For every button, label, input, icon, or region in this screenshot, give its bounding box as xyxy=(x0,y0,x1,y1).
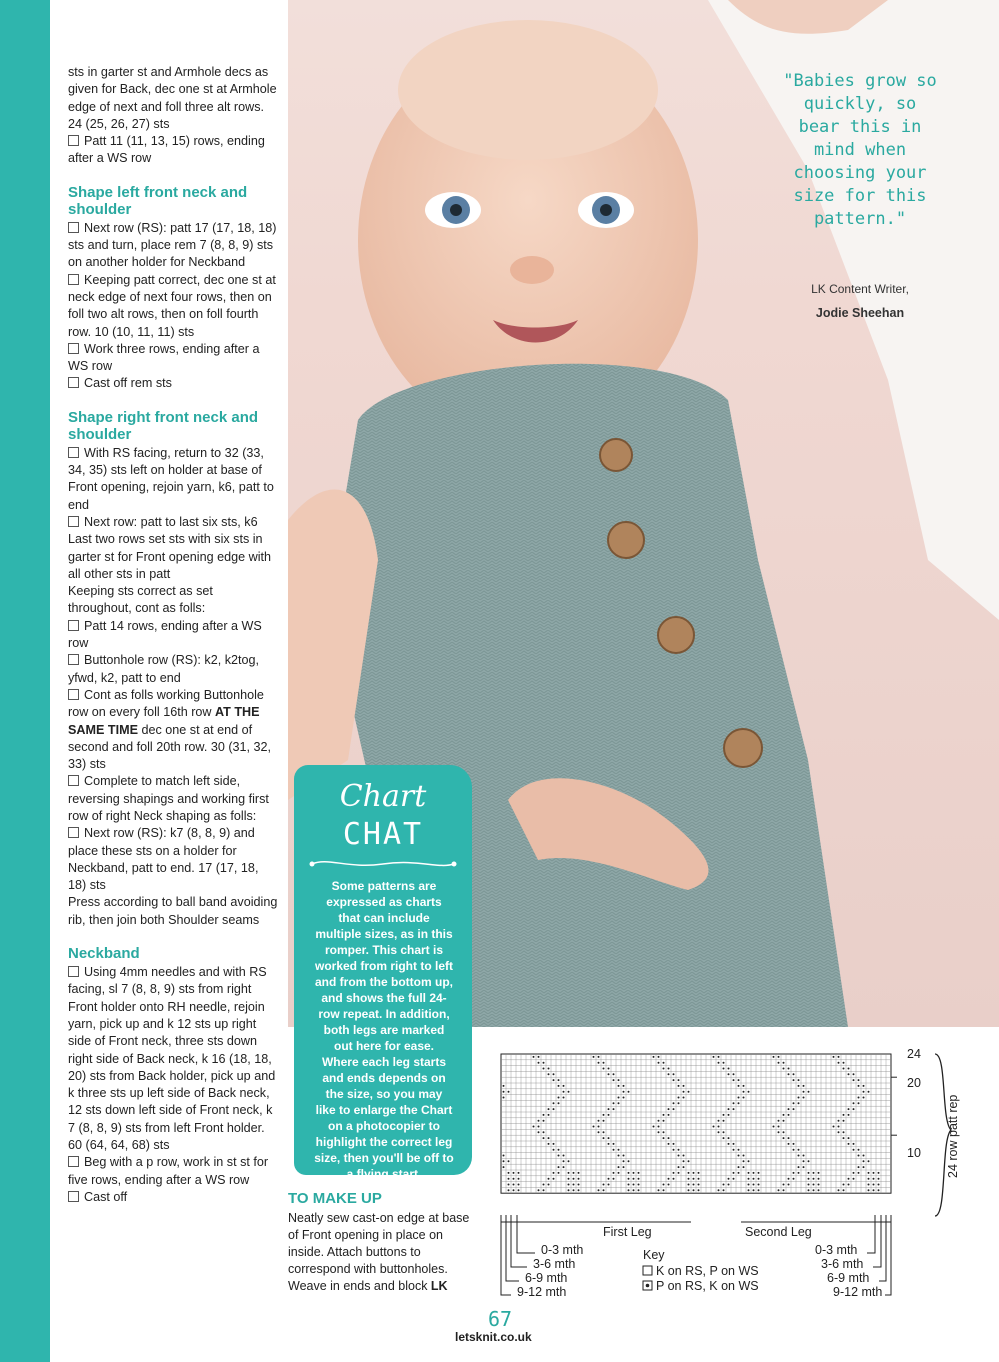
checkbox-icon xyxy=(68,447,79,458)
checkbox-icon xyxy=(68,274,79,285)
checkbox-icon xyxy=(68,620,79,631)
flourish-icon xyxy=(308,855,458,873)
instruction-line: Beg with a p row, work in st st for five rows, ending after a WS row xyxy=(68,1155,269,1187)
key-purl-label: P on RS, K on WS xyxy=(656,1279,759,1293)
intro-section xyxy=(68,64,278,168)
second-leg-label: Second Leg xyxy=(745,1225,812,1239)
neckband-heading: Neckband xyxy=(68,945,140,963)
instruction-line: Last two rows set sts with six sts in garter st for Front opening edge with all other sts in patt xyxy=(68,532,272,581)
instruction-line: Keeping patt correct, dec one st at neck edge of next four rows, then on foll two alt rows, then on foll fourth row. 10 (10, 11, 11) sts xyxy=(68,272,276,339)
instruction-line: Patt 14 rows, ending after a WS row xyxy=(68,618,262,651)
chart-chat-title: Chart xyxy=(339,779,427,814)
checkbox-icon xyxy=(68,343,79,354)
instruction-line: Next row: patt to last six sts, k6 xyxy=(68,514,278,531)
shape-left-section xyxy=(68,220,278,393)
shape-right-heading: Shape right front neck and shoulder xyxy=(68,408,259,443)
teal-edge-strip xyxy=(0,0,50,1362)
size-label-right-0: 0-3 mth xyxy=(815,1243,858,1257)
second-leg-bracket xyxy=(741,1215,891,1222)
chart-chat-body: Some patterns are expressed as charts that can include multiple sizes, as in this romper. This chart is worked from right to left and from the bottom up, and shows the full 24-row repeat. In addition, both legs are marked out here for ease. Where each leg starts and ends depends on the size, so you may like to enlarge the Chart on a photocopier to highlight the correct leg size, then you'll be off to a flying start. xyxy=(314,879,454,1181)
checkbox-icon xyxy=(68,689,79,700)
first-leg-label: First Leg xyxy=(603,1225,652,1239)
instruction-line: Buttonhole row (RS): k2, k2tog, yfwd, k2, patt to end xyxy=(68,653,259,685)
instruction-line: sts in garter st and Armhole decs as given for Back, dec one st at Armhole edge of next and foll three alt rows. 24 (25, 26, 27) sts xyxy=(68,65,277,131)
pull-quote: "Babies grow so quickly, so bear this in mind when choosing your size for this pattern." xyxy=(783,71,937,229)
checkbox-icon xyxy=(68,1191,79,1202)
make-up-heading: TO MAKE UP xyxy=(288,1190,382,1207)
quote-author-name: Jodie Sheehan xyxy=(815,306,905,320)
size-label-right-2: 6-9 mth xyxy=(827,1271,870,1285)
first-leg-bracket xyxy=(501,1215,691,1222)
row-label-20: 20 xyxy=(907,1076,921,1090)
checkbox-icon xyxy=(68,654,79,665)
row-label-24: 24 xyxy=(907,1047,921,1061)
key-knit-label: K on RS, P on WS xyxy=(656,1264,759,1278)
instruction-line: With RS facing, return to 32 (33, 34, 35) sts left on holder at base of Front opening, rejoin yarn, k6, patt to end xyxy=(68,445,274,512)
size-label-left-1: 3-6 mth xyxy=(533,1257,576,1271)
checkbox-icon xyxy=(68,516,79,527)
size-label-left-3: 9-12 mth xyxy=(517,1285,567,1299)
repeat-label: 24 row patt rep xyxy=(946,1094,960,1178)
checkbox-icon xyxy=(68,377,79,388)
instruction-line: Work three rows, ending after a WS row xyxy=(68,341,260,374)
checkbox-icon xyxy=(68,775,79,786)
instruction-line: Using 4mm needles and with RS facing, sl 7 (8, 8, 9) sts from right Front holder onto RH needle, rejoin yarn, pick up and k 12 sts up right side of Front neck, three sts down right side of Back neck, k 16 (18, 18, 20) sts from Back holder, pick up and k three sts up left side of Back neck, 12 sts down left side of Front neck, k 7 (8, 8, 9) sts from left Front holder. 60 (64, 64, 68) sts xyxy=(68,965,276,1153)
row-label-10: 10 xyxy=(907,1146,921,1160)
chart-chat-box xyxy=(294,765,472,1181)
checkbox-icon xyxy=(68,827,79,838)
page-number: 67 xyxy=(488,1307,513,1331)
instruction-line: Complete to match left side, reversing shapings and working first row of right Neck shaping as folls: xyxy=(68,774,269,823)
key-title: Key xyxy=(643,1248,665,1262)
instruction-line: Press according to ball band avoiding rib, then join both Shoulder seams xyxy=(68,895,278,927)
quote-author-role: LK Content Writer, xyxy=(811,282,909,296)
key-knit-icon xyxy=(643,1266,652,1275)
instruction-line: Keeping sts correct as set throughout, cont as folls: xyxy=(68,584,213,616)
pattern-instructions xyxy=(68,64,278,1206)
cont-instruction: Cont as folls working Buttonhole row on every foll 16th row AT THE SAME TIME dec one st at end of second and foll 20th row. 30 (31, 32, 33) sts xyxy=(68,687,272,772)
instruction-line: Patt 11 (11, 13, 15) rows, ending after a WS row xyxy=(68,134,265,166)
knitting-chart xyxy=(495,1040,995,1302)
make-up-body: Neatly sew cast-on edge at base of Front opening in place on inside. Attach buttons to correspond with buttonholes. Weave in ends and block LK xyxy=(288,1211,470,1293)
size-label-left-0: 0-3 mth xyxy=(541,1243,584,1257)
size-label-right-1: 3-6 mth xyxy=(821,1257,864,1271)
neckband-section xyxy=(68,964,278,1206)
size-label-right-3: 9-12 mth xyxy=(833,1285,883,1299)
size-label-left-2: 6-9 mth xyxy=(525,1271,568,1285)
checkbox-icon xyxy=(68,1156,79,1167)
website: letsknit.co.uk xyxy=(455,1330,532,1344)
instruction-line: Next row (RS): patt 17 (17, 18, 18) sts and turn, place rem 7 (8, 8, 9) sts on another holder for Neckband xyxy=(68,220,277,270)
checkbox-icon xyxy=(68,966,79,977)
checkbox-icon xyxy=(68,135,79,146)
shape-left-heading: Shape left front neck and shoulder xyxy=(68,183,248,218)
instruction-line: Cast off rem sts xyxy=(68,375,278,392)
shape-right-section-2 xyxy=(68,773,278,929)
shape-right-section xyxy=(68,445,278,687)
chart-grid xyxy=(501,1054,897,1193)
chart-chat-subtitle: CHAT xyxy=(342,817,424,852)
instruction-line: Cast off xyxy=(68,1189,278,1206)
instruction-line: Next row (RS): k7 (8, 8, 9) and place these sts on a holder for Neckband, patt to end. 17 (17, 18, 18) sts xyxy=(68,826,259,893)
checkbox-icon xyxy=(68,222,79,233)
